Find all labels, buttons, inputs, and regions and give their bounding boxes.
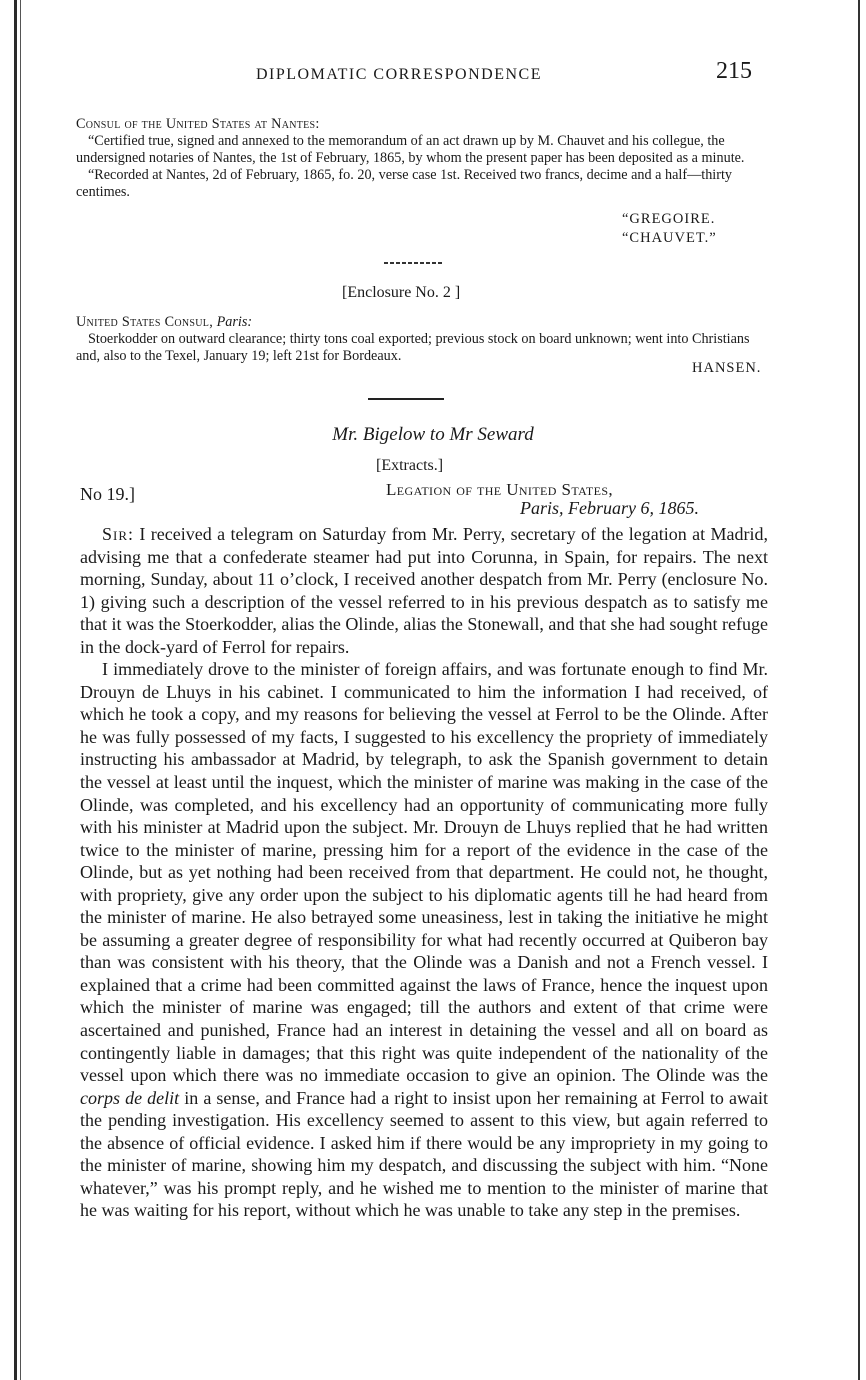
despatch-number: No 19.]: [80, 484, 135, 504]
dateline-text: Paris, February 6, 1865.: [520, 498, 699, 518]
letter-paragraph-1: [80, 523, 768, 658]
salutation: Sir:: [102, 524, 135, 544]
page-edge-left-inner: [20, 0, 21, 1380]
signature-gregoire: “GREGOIRE.: [622, 211, 716, 227]
page-edge-left: [14, 0, 17, 1380]
signature-chauvet: “CHAUVET.”: [622, 230, 717, 246]
page-number: 215: [716, 58, 752, 84]
letter-body: [80, 523, 768, 1222]
recording-paragraph: “Recorded at Nantes, 2d of February, 1865, fo. 20, verse case 1st. Received two francs, decime and a half—thirty centimes.: [76, 167, 732, 200]
paragraph-2-text-b: in a sense, and France had a right to insist upon her remaining at Ferrol to await the pending investigation. His excellency seemed to assent to this view, but again referred to the absence of official evidence. I asked him if there would be any impropriety in my going to the minister of marine, showing him my despatch, and discussing the subject with him. “None whatever,” was his prompt reply, and he wished me to mention to the minister of marine that he was waiting for his report, without which he was unable to take any step in the premises.: [80, 1087, 768, 1221]
legation-line: Legation of the United States,: [386, 480, 614, 499]
page-edge-right: [858, 0, 860, 1380]
letter-paragraph-2: [80, 658, 768, 1222]
certificate-paragraph: “Certified true, signed and annexed to the memorandum of an act drawn up by M. Chauvet and his collegue, the undersigned notaries of Nantes, the 1st of February, 1865, by whom the present paper has been deposited as a minute.: [76, 133, 745, 166]
enclosure-text: Stoerkodder on outward clearance; thirty tons coal exported; previous stock on board unknown; went into Christians and, also to the Texel, January 19; left 21st for Bordeaux.: [76, 331, 750, 364]
running-head: DIPLOMATIC CORRESPONDENCE: [256, 66, 542, 83]
enclosure-label: [Enclosure No. 2 ]: [342, 284, 461, 301]
paragraph-1-text: I received a telegram on Saturday from Mr. Perry, secretary of the legation at Madrid, advising me that a confederate steamer had put into Corunna, in Spain, for repairs. The next morning, Sunday, about 11 o’clock, I received another despatch from Mr. Perry (enclosure No. 1) giving such a description of the vessel referred to in his previous despatch as to satisfy me that it was the Stoerkodder, alias the Olinde, alias the Stonewall, and that she had sought refuge in the dock-yard of Ferrol for repairs.: [80, 524, 769, 657]
enclosure-heading: [76, 314, 764, 331]
certificate-section: [76, 116, 766, 201]
letter-title: Mr. Bigelow to Mr Seward: [332, 424, 534, 445]
extracts-label: [Extracts.]: [376, 457, 444, 474]
dateline: [520, 498, 699, 519]
enclosure-heading-title: United States Consul,: [76, 314, 214, 330]
signature-hansen: HANSEN.: [692, 360, 762, 376]
section-divider: [384, 262, 444, 264]
paragraph-2-text-a: I immediately drove to the minister of foreign affairs, and was fortunate enough to find Mr. Drouyn de Lhuys in his cabinet. I communicated to him the information I had received, of which he took a copy, and my reasons for believing the vessel at Ferrol to be the Olinde. After he was fully possessed of my facts, I suggested to his excellency the propriety of immediately instructing his ambassador at Madrid, by telegraph, to ask the Spanish government to detain the vessel at least until the inquest, which the minister of marine was making in the case of the Olinde, was completed, and his excellency had an opportunity of communicating more fully with his minister at Madrid upon the subject. Mr. Drouyn de Lhuys replied that he had written twice to the minister of marine, pressing him for a report of the evidence in the case of the Olinde, but as yet nothing had been received from that department. He could not, he thought, with propriety, give any order upon the subject to his diplomatic agents till he had heard from the minister of marine. He also betrayed some uneasiness, lest in taking the initiative he might be assuming a greater degree of responsibility for what had recently occurred at Quiberon bay than was consistent with his theory, that the Olinde was a Danish and not a French vessel. I explained that a crime had been committed against the laws of France, hence the inquest upon which the minister of marine was engaged; till the authors and extent of that crime were ascertained and punished, France had an interest in detaining the vessel and all on board as contingently liable in damages; that this right was quite independent of the nationality of the vessel upon which there was no immediate occasion to give an opinion. The Olinde was the: [80, 659, 768, 1086]
certificate-heading: Consul of the United States at Nantes:: [76, 116, 320, 132]
enclosure-section: [76, 314, 764, 365]
paragraph-2-italic: corps de delit: [80, 1087, 180, 1108]
section-rule: [368, 398, 444, 400]
enclosure-heading-place: Paris:: [216, 314, 253, 330]
